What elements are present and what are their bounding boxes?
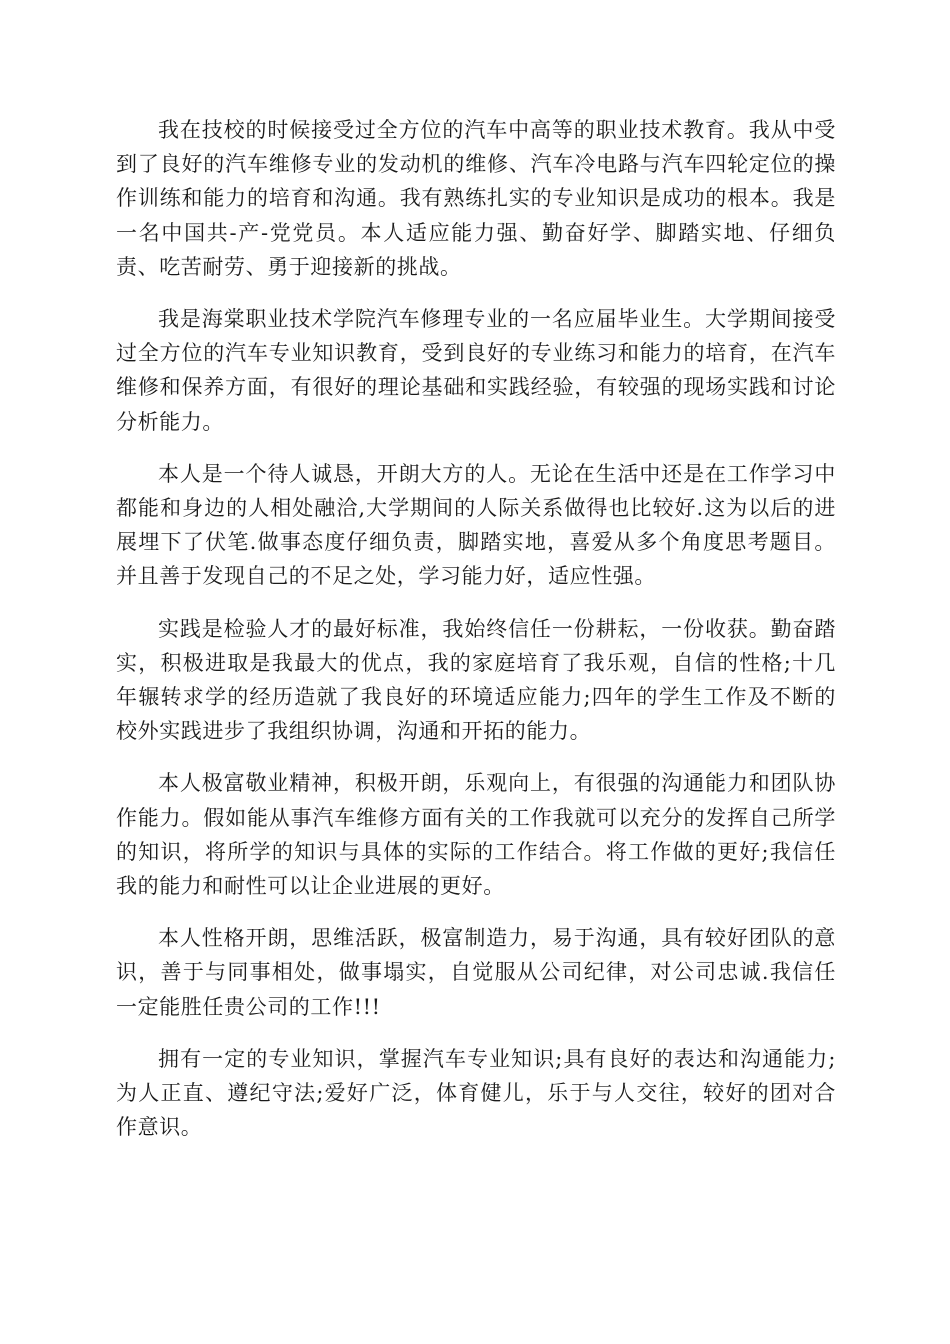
paragraph: 我在技校的时候接受过全方位的汽车中高等的职业技术教育。我从中受到了良好的汽车维修专业的发动机的维修、汽车冷电路与汽车四轮定位的操作训练和能力的培育和沟通。我有熟练扎实的专业知识是成功的根本。我是一名中国共-产-党党员。本人适应能力强、勤奋好学、脚踏实地、仔细负责、吃苦耐劳、勇于迎接新的挑战。 — [116, 118, 836, 279]
paragraph: 我是海棠职业技术学院汽车修理专业的一名应届毕业生。大学期间接受过全方位的汽车专业知识教育，受到良好的专业练习和能力的培育，在汽车维修和保养方面，有很好的理论基础和实践经验，有较强的现场实践和讨论分析能力。 — [116, 307, 836, 434]
paragraph: 本人性格开朗，思维活跃，极富制造力，易于沟通，具有较好团队的意识，善于与同事相处，做事塌实，自觉服从公司纪律，对公司忠诚.我信任一定能胜任贵公司的工作!!! — [116, 926, 836, 1019]
paragraph: 本人是一个待人诚恳，开朗大方的人。无论在生活中还是在工作学习中都能和身边的人相处融洽,大学期间的人际关系做得也比较好.这为以后的进展埋下了伏笔.做事态度仔细负责，脚踏实地，喜爱从多个角度思考题目。并且善于发现自己的不足之处，学习能力好，适应性强。 — [116, 461, 836, 589]
document-body — [116, 113, 836, 1162]
paragraph: 本人极富敬业精神，积极开朗，乐观向上，有很强的沟通能力和团队协作能力。假如能从事汽车维修方面有关的工作我就可以充分的发挥自己所学的知识，将所学的知识与具体的实际的工作结合。将工作做的更好;我信任我的能力和耐性可以让企业进展的更好。 — [116, 771, 836, 899]
paragraph: 拥有一定的专业知识，掌握汽车专业知识;具有良好的表达和沟通能力;为人正直、遵纪守法;爱好广泛，体育健儿，乐于与人交往，较好的团对合作意识。 — [116, 1046, 836, 1140]
paragraph: 实践是检验人才的最好标准，我始终信任一份耕耘，一份收获。勤奋踏实，积极进取是我最大的优点，我的家庭培育了我乐观，自信的性格;十几年辗转求学的经历造就了我良好的环境适应能力;四年的学生工作及不断的校外实践进步了我组织协调，沟通和开拓的能力。 — [116, 616, 836, 744]
